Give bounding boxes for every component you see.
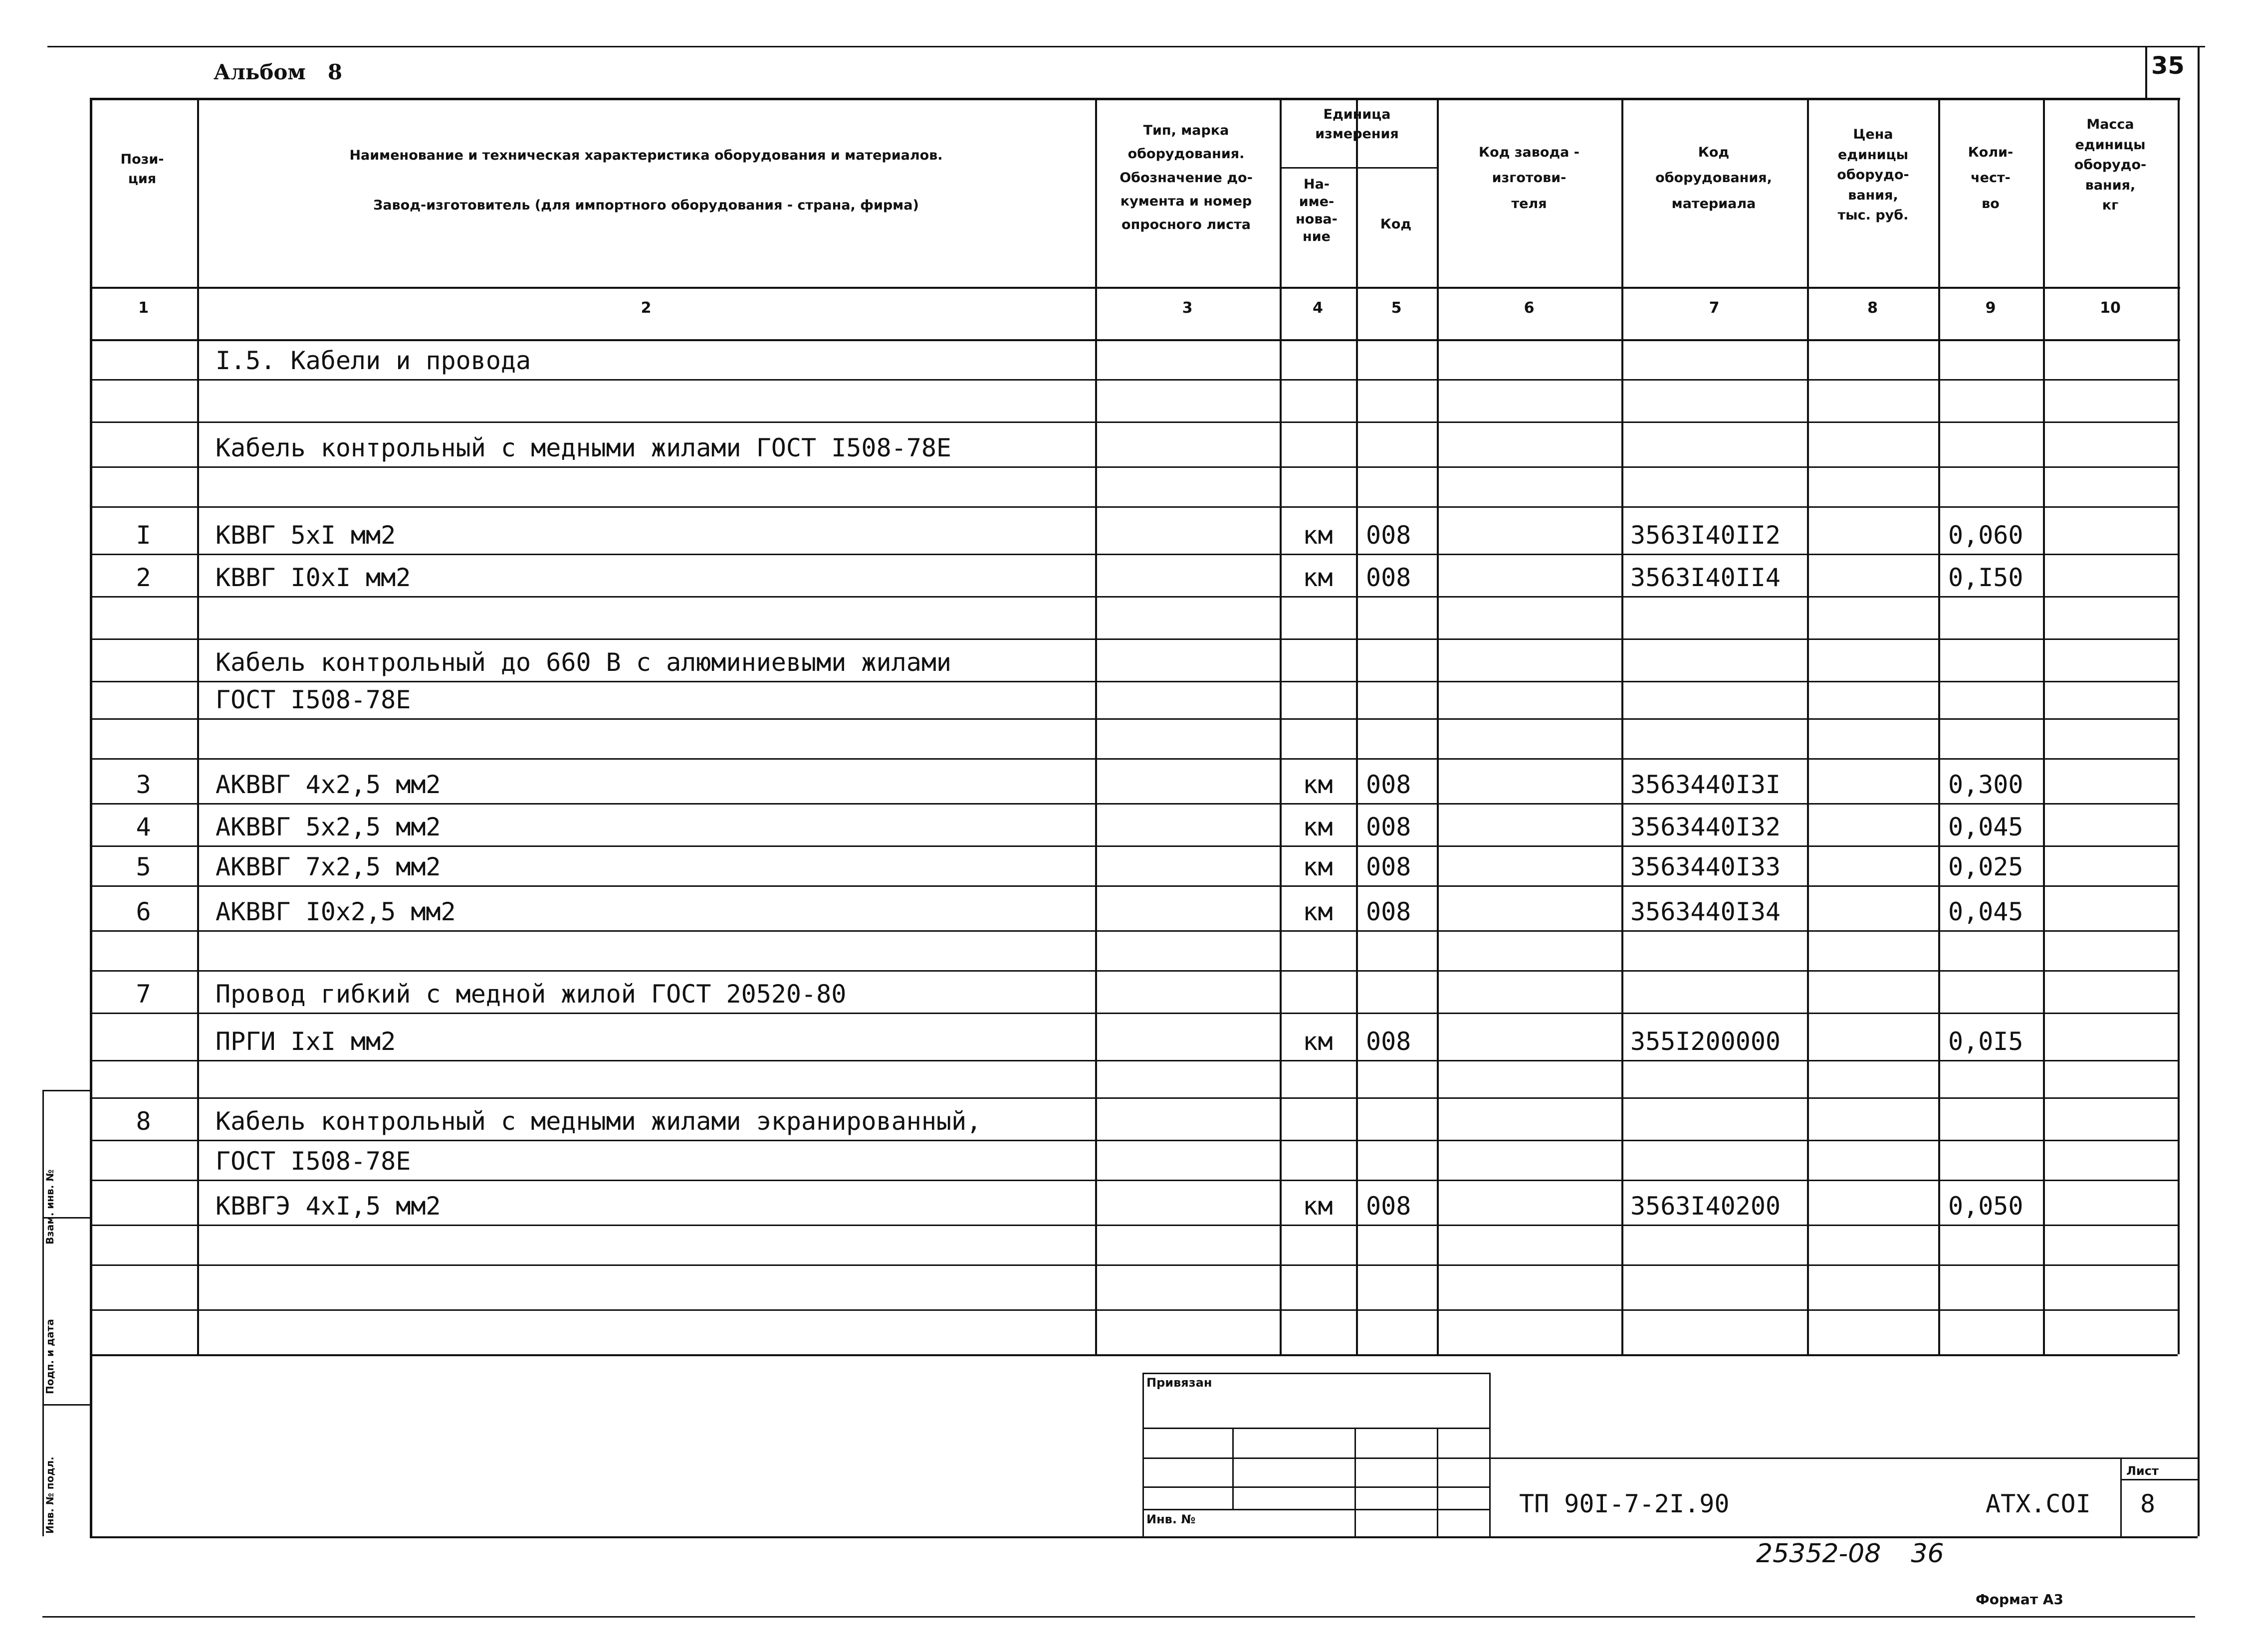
row-name: Кабель контрольный до 660 В с алюминиевыми жилами — [216, 648, 952, 677]
rule-line — [90, 1264, 2178, 1266]
format-label: Формат А3 — [1976, 1591, 2063, 1608]
header-position: Пози- ция — [120, 152, 164, 187]
row-position: 5 — [136, 852, 151, 881]
row-name: КВВГ 5хI мм2 — [216, 521, 396, 550]
header-name-line1: Наименование и техническая характеристика оборудования и материалов. — [349, 148, 943, 163]
side-label-sign: Подп. и дата — [44, 1319, 56, 1394]
row-equipment-code: 3563I40II2 — [1630, 521, 1781, 550]
row-position: 4 — [136, 813, 151, 841]
album-label: Альбом 8 — [214, 60, 343, 84]
row-unit: км — [1303, 770, 1333, 799]
header-unit-name: На- име- нова- ние — [1296, 177, 1338, 245]
row-equipment-code: 355I200000 — [1630, 1027, 1781, 1056]
row-quantity: 0,045 — [1948, 813, 2023, 841]
header-quantity: Коли- чест- во — [1968, 145, 2014, 211]
rule-line — [90, 421, 2178, 423]
rule-line — [1354, 1428, 1356, 1536]
row-name: ПРГИ IхI мм2 — [216, 1027, 396, 1056]
rule-line — [2178, 98, 2180, 1354]
rule-line — [90, 1225, 2178, 1226]
row-name: АКВВГ 5х2,5 мм2 — [216, 813, 441, 841]
row-name: КВВГЭ 4хI,5 мм2 — [216, 1192, 441, 1221]
header-name-line2: Завод-изготовитель (для импортного оборудования - страна, фирма) — [373, 198, 919, 213]
row-position: 2 — [136, 563, 151, 592]
rule-line — [1142, 1373, 1144, 1536]
row-name: I.5. Кабели и провода — [216, 346, 531, 375]
row-unit-code: 008 — [1366, 1192, 1411, 1221]
row-quantity: 0,300 — [1948, 770, 2023, 799]
rule-line — [90, 1140, 2178, 1141]
row-equipment-code: 3563I40II4 — [1630, 563, 1781, 592]
rule-line — [1356, 98, 1358, 1354]
rule-line — [197, 98, 199, 1354]
column-number: 1 — [138, 299, 149, 317]
column-number: 9 — [1985, 299, 1996, 317]
header-unit: Единица измерения — [1315, 107, 1399, 142]
row-name: ГОСТ I508-78E — [216, 685, 411, 714]
rule-line — [90, 339, 2180, 341]
row-position: 7 — [136, 980, 151, 1009]
rule-line — [90, 1060, 2178, 1061]
row-quantity: 0,0I5 — [1948, 1027, 2023, 1056]
rule-line — [2198, 47, 2200, 1536]
rule-line — [90, 681, 2178, 682]
row-unit-code: 008 — [1366, 770, 1411, 799]
row-equipment-code: 3563440I32 — [1630, 813, 1781, 841]
row-equipment-code: 3563440I33 — [1630, 852, 1781, 881]
row-name: АКВВГ I0х2,5 мм2 — [216, 897, 456, 926]
rule-line — [90, 98, 2180, 100]
header-unit-code: Код — [1380, 216, 1412, 232]
column-number: 5 — [1391, 299, 1402, 317]
rule-line — [90, 1309, 2178, 1311]
rule-line — [90, 1013, 2178, 1014]
page-number: 35 — [2151, 52, 2185, 80]
column-number: 6 — [1524, 299, 1535, 317]
rule-line — [2145, 47, 2147, 100]
row-unit: км — [1303, 897, 1333, 926]
rule-line — [90, 1536, 2198, 1538]
column-number: 2 — [641, 299, 652, 317]
row-name: АКВВГ 7х2,5 мм2 — [216, 852, 441, 881]
rule-line — [90, 885, 2178, 887]
row-unit: км — [1303, 1027, 1333, 1056]
rule-line — [1142, 1373, 1489, 1374]
header-factory-code: Код завода - изготови- теля — [1479, 145, 1579, 211]
row-unit: км — [1303, 813, 1333, 841]
side-label-inv: Инв. № подл. — [44, 1456, 56, 1534]
row-unit: км — [1303, 563, 1333, 592]
row-unit: км — [1303, 852, 1333, 881]
rule-line — [1232, 1428, 1234, 1509]
rule-line — [90, 930, 2178, 932]
row-unit-code: 008 — [1366, 897, 1411, 926]
rule-line — [1489, 1457, 2198, 1459]
rule-line — [90, 803, 2178, 805]
doc-code: ТП 90I-7-2I.90 — [1519, 1489, 1730, 1518]
rule-line — [1437, 98, 1439, 1354]
row-name: АКВВГ 4х2,5 мм2 — [216, 770, 441, 799]
row-unit-code: 008 — [1366, 521, 1411, 550]
rule-line — [90, 466, 2178, 468]
rule-line — [90, 287, 2180, 289]
rule-line — [2120, 1479, 2198, 1480]
column-number: 4 — [1313, 299, 1323, 317]
row-quantity: 0,060 — [1948, 521, 2023, 550]
row-quantity: 0,050 — [1948, 1192, 2023, 1221]
row-name: Провод гибкий с медной жилой ГОСТ 20520-80 — [216, 980, 847, 1009]
row-position: 3 — [136, 770, 151, 799]
rule-line — [1437, 1428, 1438, 1536]
rule-line — [90, 758, 2178, 760]
column-number: 7 — [1709, 299, 1720, 317]
header-mass: Масса единицы оборудо- вания, кг — [2074, 117, 2147, 213]
row-unit: км — [1303, 1192, 1333, 1221]
rule-line — [90, 638, 2178, 640]
row-unit-code: 008 — [1366, 852, 1411, 881]
row-position: I — [136, 521, 151, 550]
row-name: Кабель контрольный с медными жилами экранированный, — [216, 1107, 982, 1136]
rule-line — [1621, 98, 1623, 1354]
rule-line — [1280, 167, 1437, 169]
row-quantity: 0,025 — [1948, 852, 2023, 881]
rule-line — [42, 1404, 90, 1406]
row-equipment-code: 3563440I34 — [1630, 897, 1781, 926]
rule-line — [1938, 98, 1940, 1354]
handwritten-code: 25352-08 36 — [1756, 1539, 1944, 1569]
rule-line — [90, 1354, 2178, 1356]
rule-line — [1280, 98, 1282, 1354]
stamp-privyazan: Привязан — [1146, 1376, 1212, 1390]
row-position: 8 — [136, 1107, 151, 1136]
rule-line — [90, 596, 2178, 598]
row-unit: км — [1303, 521, 1333, 550]
row-unit-code: 008 — [1366, 813, 1411, 841]
rule-line — [1807, 98, 1809, 1354]
row-name: КВВГ I0хI мм2 — [216, 563, 411, 592]
header-type: Тип, марка оборудования. Обозначение до- кумента и номер опросного листа — [1120, 123, 1253, 232]
row-name: ГОСТ I508-78E — [216, 1147, 411, 1176]
rule-line — [2043, 98, 2045, 1354]
sheet-number: 8 — [2140, 1489, 2156, 1518]
rule-line — [90, 554, 2178, 555]
rule-line — [90, 970, 2178, 972]
rule-line — [90, 845, 2178, 847]
rule-line — [42, 1090, 90, 1091]
rule-line — [1095, 98, 1097, 1354]
side-label-replace: Взам. инв. № — [44, 1169, 56, 1244]
rule-line — [90, 1180, 2178, 1181]
column-number: 3 — [1182, 299, 1193, 317]
rule-line — [90, 718, 2178, 720]
row-equipment-code: 3563I40200 — [1630, 1192, 1781, 1221]
stamp-inv: Инв. № — [1146, 1512, 1196, 1526]
column-number: 8 — [1867, 299, 1878, 317]
row-unit-code: 008 — [1366, 1027, 1411, 1056]
rule-line — [2120, 1457, 2122, 1536]
row-name: Кабель контрольный с медными жилами ГОСТ I508-78E — [216, 433, 952, 462]
row-quantity: 0,I50 — [1948, 563, 2023, 592]
column-number: 10 — [2100, 299, 2121, 317]
rule-line — [90, 1097, 2178, 1099]
row-equipment-code: 3563440I3I — [1630, 770, 1781, 799]
rule-line — [90, 506, 2178, 508]
doc-mark: АТХ.СОI — [1986, 1489, 2091, 1518]
header-equipment-code: Код оборудования, материала — [1655, 145, 1772, 211]
row-position: 6 — [136, 897, 151, 926]
row-quantity: 0,045 — [1948, 897, 2023, 926]
row-unit-code: 008 — [1366, 563, 1411, 592]
header-price: Цена единицы оборудо- вания, тыс. руб. — [1837, 127, 1909, 223]
rule-line — [1489, 1373, 1491, 1536]
rule-line — [47, 46, 2205, 47]
sheet-label: Лист — [2126, 1464, 2159, 1478]
rule-line — [42, 1616, 2195, 1618]
rule-line — [216, 379, 504, 380]
